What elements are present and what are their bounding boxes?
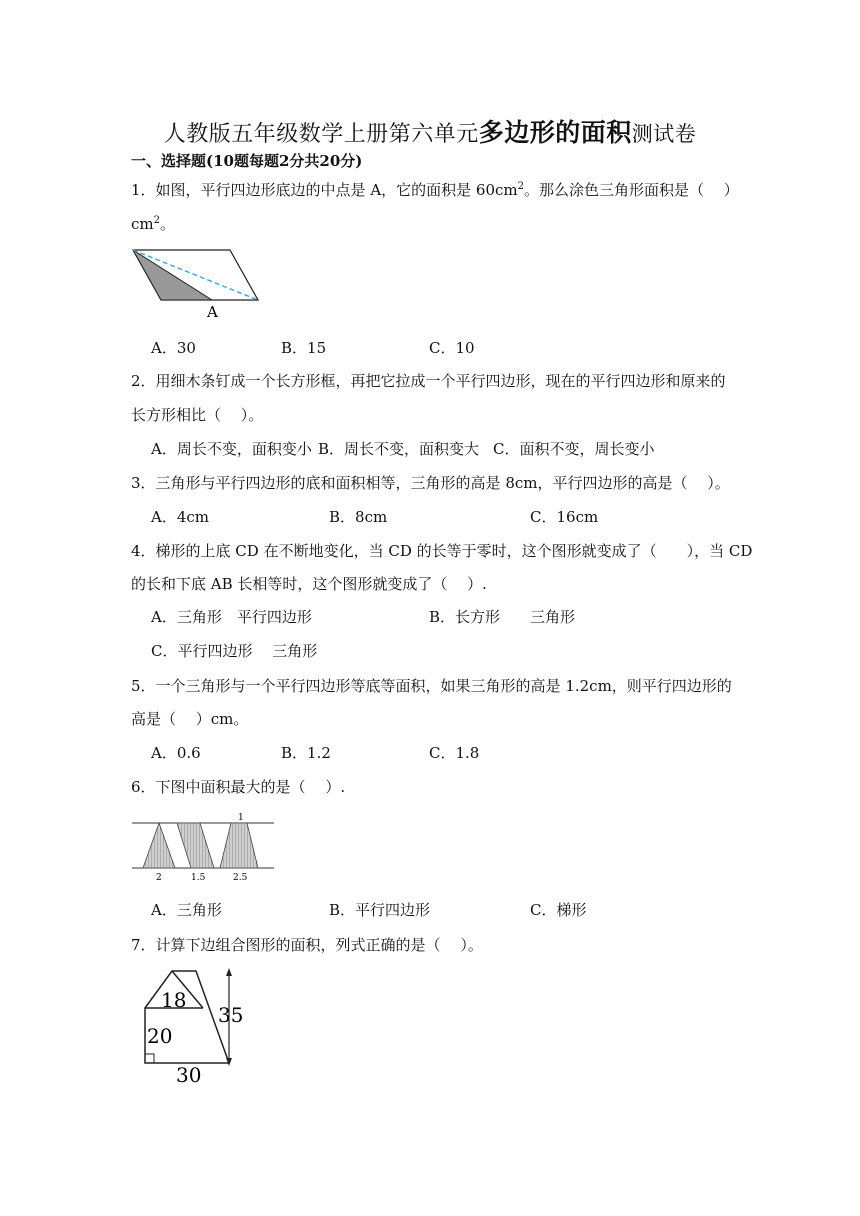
q1-text-b: 。那么涂色三角形面积是（ ） xyxy=(524,181,739,199)
q1-parallelogram-figure xyxy=(128,246,268,320)
q5-option-c[interactable]: C．1.8 xyxy=(429,744,480,762)
trapezoid-bottom-label: 2.5 xyxy=(233,873,248,883)
trapezoid-top-label: 1 xyxy=(238,813,244,823)
question-5-line-1: 5．一个三角形与一个平行四边形等底等面积，如果三角形的高是 1.2cm，则平行四边形的 xyxy=(131,677,732,695)
q3-option-b[interactable]: B．8cm xyxy=(329,508,388,526)
composite-outline xyxy=(145,971,229,1063)
q6-option-b[interactable]: B．平行四边形 xyxy=(329,901,431,919)
right-angle-mark xyxy=(145,1054,154,1063)
q1-text-c: cm xyxy=(131,215,154,233)
question-4-line-2: 的长和下底 AB 长相等时，这个图形就变成了（ ）. xyxy=(131,575,487,593)
q2-option-c[interactable]: C．面积不变，周长变小 xyxy=(493,440,655,458)
triangle-base-label: 2 xyxy=(156,873,162,883)
section-heading: 一、选择题(10题每题2分共20分) xyxy=(131,152,363,170)
label-18: 18 xyxy=(161,988,187,1012)
q7-composite-figure xyxy=(138,966,248,1084)
question-7-line-1: 7．计算下边组合图形的面积，列式正确的是（ ）。 xyxy=(131,936,483,954)
question-6-line-1: 6．下图中面积最大的是（ ）. xyxy=(131,778,346,796)
question-4-line-1: 4．梯形的上底 CD 在不断地变化，当 CD 的长等于零时，这个图形就变成了（ ），当 CD xyxy=(131,542,753,560)
q1-sup-2: 2 xyxy=(153,215,160,226)
q3-option-c[interactable]: C．16cm xyxy=(530,508,599,526)
parallelogram-base-label: 1.5 xyxy=(191,873,206,883)
q5-option-a[interactable]: A．0.6 xyxy=(151,744,201,762)
question-2-line-1: 2．用细木条钉成一个长方形框，再把它拉成一个平行四边形，现在的平行四边形和原来的 xyxy=(131,372,726,390)
q3-option-a[interactable]: A．4cm xyxy=(151,508,210,526)
parallelogram-shape xyxy=(177,823,214,868)
q6-shapes-figure xyxy=(130,812,278,884)
shaded-triangle xyxy=(133,250,212,300)
point-a-label: A xyxy=(207,303,218,320)
question-5-line-2: 高是（ ）cm。 xyxy=(131,710,249,728)
q1-text-d: 。 xyxy=(160,215,176,233)
label-35: 35 xyxy=(218,1003,244,1027)
title-part-3: 测试卷 xyxy=(631,122,697,146)
question-2-line-2: 长方形相比（ ）。 xyxy=(131,406,264,424)
label-20: 20 xyxy=(147,1024,173,1048)
page-title xyxy=(0,113,860,149)
q2-option-b[interactable]: B．周长不变，面积变大 xyxy=(318,440,480,458)
q4-option-b[interactable]: B．长方形 三角形 xyxy=(429,608,576,626)
q2-option-a[interactable]: A．周长不变，面积变小 xyxy=(151,440,312,458)
q4-option-a[interactable]: A．三角形 平行四边形 xyxy=(151,608,312,626)
q1-text-a: 1．如图，平行四边形底边的中点是 A，它的面积是 60cm xyxy=(131,181,518,199)
q1-option-a[interactable]: A．30 xyxy=(151,339,196,357)
question-1-line-1 xyxy=(131,180,739,200)
label-30: 30 xyxy=(176,1063,202,1084)
question-3-line-1: 3．三角形与平行四边形的底和面积相等，三角形的高是 8cm，平行四边形的高是（ ）。 xyxy=(131,474,730,492)
title-part-2: 多边形的面积 xyxy=(478,118,632,147)
q4-option-c[interactable]: C．平行四边形 三角形 xyxy=(151,642,318,660)
q6-option-a[interactable]: A．三角形 xyxy=(151,901,222,919)
arrow-head-bottom xyxy=(226,1058,232,1066)
question-1-line-2 xyxy=(131,214,175,234)
arrow-head-top xyxy=(226,968,232,976)
title-part-1: 人教版五年级数学上册第六单元 xyxy=(163,122,479,147)
q1-option-c[interactable]: C．10 xyxy=(429,339,475,357)
q1-sup-1: 2 xyxy=(517,181,525,192)
q6-option-c[interactable]: C．梯形 xyxy=(530,901,587,919)
triangle-shape xyxy=(143,823,175,868)
trapezoid-shape xyxy=(220,823,258,868)
q5-option-b[interactable]: B．1.2 xyxy=(281,744,331,762)
q1-option-b[interactable]: B．15 xyxy=(281,339,327,357)
